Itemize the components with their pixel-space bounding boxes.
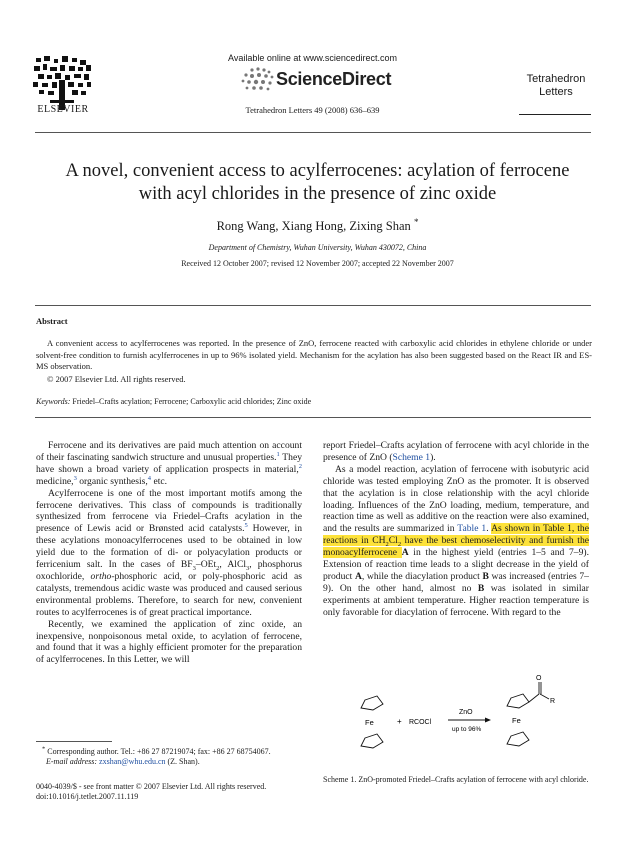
journal-name-line2: Letters bbox=[539, 86, 573, 98]
publisher-wordmark: ELSEVIER bbox=[37, 104, 89, 115]
keywords-line bbox=[36, 397, 592, 406]
reaction-arrowhead bbox=[485, 718, 491, 723]
paragraph-recently: Recently, we examined the application of zinc oxide, an inexpensive, nonpoisonous metal oxide, to acylation of ferrocene, and found that it was a highly efficient promoter for the preparation of acylferrocenes. In this Letter, we will bbox=[36, 618, 302, 666]
article-title bbox=[40, 160, 595, 206]
text-span: As a model reaction, acylation of ferrocene with isobutyric acid chloride was tested employing ZnO as the promoter. It is observed that the acylation is in close relationship with the acyl chloride loading. Influences of the ZnO loading, medium, temperature, and reaction time as well as additive on the reaction were also examined, and the results are summarized in bbox=[323, 463, 589, 535]
text-span: , while the diacylation product bbox=[361, 570, 483, 582]
front-matter-line: 0040-4039/$ - see front matter © 2007 Elsevier Ltd. All rights reserved. bbox=[36, 782, 267, 791]
scheme-1-reaction bbox=[335, 668, 595, 768]
subscript: 3 bbox=[192, 564, 196, 572]
compound-label: A bbox=[401, 547, 409, 559]
footnote-mark: * bbox=[42, 745, 46, 753]
subscript: 3 bbox=[246, 564, 250, 572]
compound-label: B bbox=[477, 582, 485, 594]
footnote-divider bbox=[36, 741, 112, 742]
citation-ref-4[interactable]: 4 bbox=[147, 474, 152, 482]
header-divider bbox=[35, 132, 591, 133]
affiliation: Department of Chemistry, Wuhan University, Wuhan 430072, China bbox=[208, 243, 427, 252]
paragraph-acylferrocene bbox=[36, 488, 302, 619]
table-1-link[interactable]: Table 1 bbox=[457, 523, 487, 535]
text-span: report Friedel–Crafts acylation of ferrocene with acyl chloride in the presence of ZnO ( bbox=[323, 440, 589, 463]
italic-ortho: ortho bbox=[90, 570, 112, 582]
subscript: 2 bbox=[216, 564, 220, 572]
compound-label: A bbox=[354, 570, 362, 582]
available-online-line[interactable]: Available online at www.sciencedirect.com bbox=[228, 53, 397, 63]
citation-ref-1[interactable]: 1 bbox=[276, 450, 280, 458]
abstract-text: A convenient access to acylferrocenes was reported. In the presence of ZnO, ferrocene reacted with carboxylic acid chlorides in ethylene chloride or under solvent-free condition to furnish acylferrocenes in up to 96% isolated yield. Mechanism for the acylation has also been suggested based on the React IR and ES-MS observation. bbox=[36, 338, 592, 371]
journal-name-line1: Tetrahedron bbox=[526, 73, 586, 85]
text-span: , phosphorus oxochloride, bbox=[36, 559, 302, 582]
front-matter bbox=[36, 782, 302, 802]
scheme-1-caption: Scheme 1. ZnO-promoted Friedel–Crafts acylation of ferrocene with acyl chloride. bbox=[323, 775, 589, 784]
text-span: Corresponding author. Tel.: +86 27 87219074; fax: +86 27 68754067. bbox=[45, 747, 271, 756]
text-span: -phosphoric acid, or poly-phosphoric acid as catalysts, tremendous acidic waste was produced and caused serious environmental problems. Therefore, to search for new, convenient routes to acylferrocenes is of great practical importance. bbox=[36, 570, 302, 618]
footnote-email-line bbox=[36, 757, 302, 767]
keywords-label: Keywords: bbox=[36, 397, 71, 406]
corresponding-author-mark[interactable]: * bbox=[413, 216, 419, 227]
carbonyl-oxygen-label: O bbox=[536, 675, 542, 682]
arrow-top-label: ZnO bbox=[459, 709, 473, 716]
text-span: They have shown a broad variety of application prospects in material, bbox=[36, 451, 302, 475]
sciencedirect-wordmark: ScienceDirect bbox=[276, 69, 392, 89]
text-span: ). bbox=[430, 451, 436, 463]
journal-name bbox=[517, 73, 595, 99]
received-dates: Received 12 October 2007; revised 12 November 2007; accepted 22 November 2007 bbox=[181, 259, 454, 268]
acylferrocene-product bbox=[507, 682, 549, 746]
title-line-2: with acyl chlorides in the presence of zinc oxide bbox=[138, 184, 497, 204]
text-span: (Z. Shan). bbox=[165, 757, 200, 766]
text-span: etc. bbox=[151, 475, 168, 487]
text-span: Cl bbox=[388, 535, 398, 547]
text-span: As shown in Table 1, the reactions in CH bbox=[323, 523, 589, 547]
abstract-copyright: © 2007 Elsevier Ltd. All rights reserved. bbox=[47, 374, 186, 384]
text-span: was isolated in similar experiments at ambient temperature. Higher reaction temperature is only favorable for diacylation of ferrocene. With regard to the bbox=[323, 582, 589, 618]
journal-citation-line: Tetrahedron Letters 49 (2008) 636–639 bbox=[245, 105, 380, 115]
abstract-top-divider bbox=[35, 305, 591, 306]
journal-name-underline bbox=[519, 114, 591, 115]
plus-sign: + bbox=[397, 717, 402, 726]
text-span: in the highest yield (entries 1–5 and 7–9). Extension of reaction time leads to a slight decrease in the yield of product bbox=[323, 547, 589, 582]
fe-label-right: Fe bbox=[512, 716, 521, 725]
citation-ref-5[interactable]: 5 bbox=[244, 522, 248, 530]
paragraph-model-reaction bbox=[323, 464, 589, 619]
r-group-label: R bbox=[550, 698, 556, 705]
compound-label: B bbox=[482, 570, 489, 582]
abstract-heading: Abstract bbox=[36, 316, 68, 326]
paragraph-continued bbox=[323, 440, 589, 464]
text-span: However, in these acylations monoacylferrocenes used to be obtained in low yield due to the formation of di- or polyacylation products or ferricenium salt. In the cases of BF bbox=[36, 523, 302, 571]
subscript: 2 bbox=[385, 541, 389, 549]
subscript: 2 bbox=[397, 541, 402, 549]
text-span: , AlCl bbox=[219, 559, 247, 571]
corresponding-author-footnote bbox=[36, 747, 302, 767]
citation-ref-3[interactable]: 3 bbox=[73, 474, 77, 482]
text-span: was increased (entries 7–9). On the other hand, almost no bbox=[323, 570, 589, 594]
reagent-label: RCOCl bbox=[409, 719, 432, 726]
sciencedirect-dots-icon bbox=[238, 66, 276, 92]
scheme-1-link[interactable]: Scheme 1 bbox=[392, 451, 431, 463]
text-span: organic synthesis, bbox=[76, 475, 148, 487]
text-span: Acylferrocene is one of the most important motifs among the ferrocene derivatives. This class of compounds is traditionally synthesized from ferrocene via Friedel–Crafts acylation in the presence of Lewis acid or Brønsted acid catalysts. bbox=[36, 487, 302, 535]
fe-label-left: Fe bbox=[365, 718, 374, 727]
body-column-right bbox=[323, 440, 589, 619]
text-span: –OEt bbox=[195, 559, 217, 571]
title-line-1: A novel, convenient access to acylferrocenes: acylation of ferrocene bbox=[65, 161, 570, 181]
arrow-bottom-label: up to 96% bbox=[452, 726, 482, 733]
text-span: have the best chemoselectivity and furnish the monoacylferrocene bbox=[323, 535, 590, 559]
authors-text: Rong Wang, Xiang Hong, Zixing Shan bbox=[216, 219, 411, 233]
author-list bbox=[40, 216, 595, 234]
footnote-contact-line bbox=[36, 747, 302, 757]
email-label: E-mail address: bbox=[46, 757, 98, 766]
doi-line[interactable]: doi:10.1016/j.tetlet.2007.11.119 bbox=[36, 792, 139, 801]
author-email-link[interactable]: zxshan@whu.edu.cn bbox=[99, 757, 166, 766]
text-span: Ferrocene and its derivatives are paid much attention on account of their fascinating sandwich structure and unusual properties. bbox=[36, 440, 302, 463]
body-column-left bbox=[36, 440, 302, 666]
citation-ref-2[interactable]: 2 bbox=[298, 462, 302, 470]
text-span: . bbox=[486, 523, 492, 535]
paragraph-intro bbox=[36, 440, 302, 488]
keywords-list: Friedel–Crafts acylation; Ferrocene; Carboxylic acid chlorides; Zinc oxide bbox=[72, 397, 312, 406]
abstract-bottom-divider bbox=[35, 417, 591, 418]
text-span: medicine, bbox=[36, 475, 74, 487]
